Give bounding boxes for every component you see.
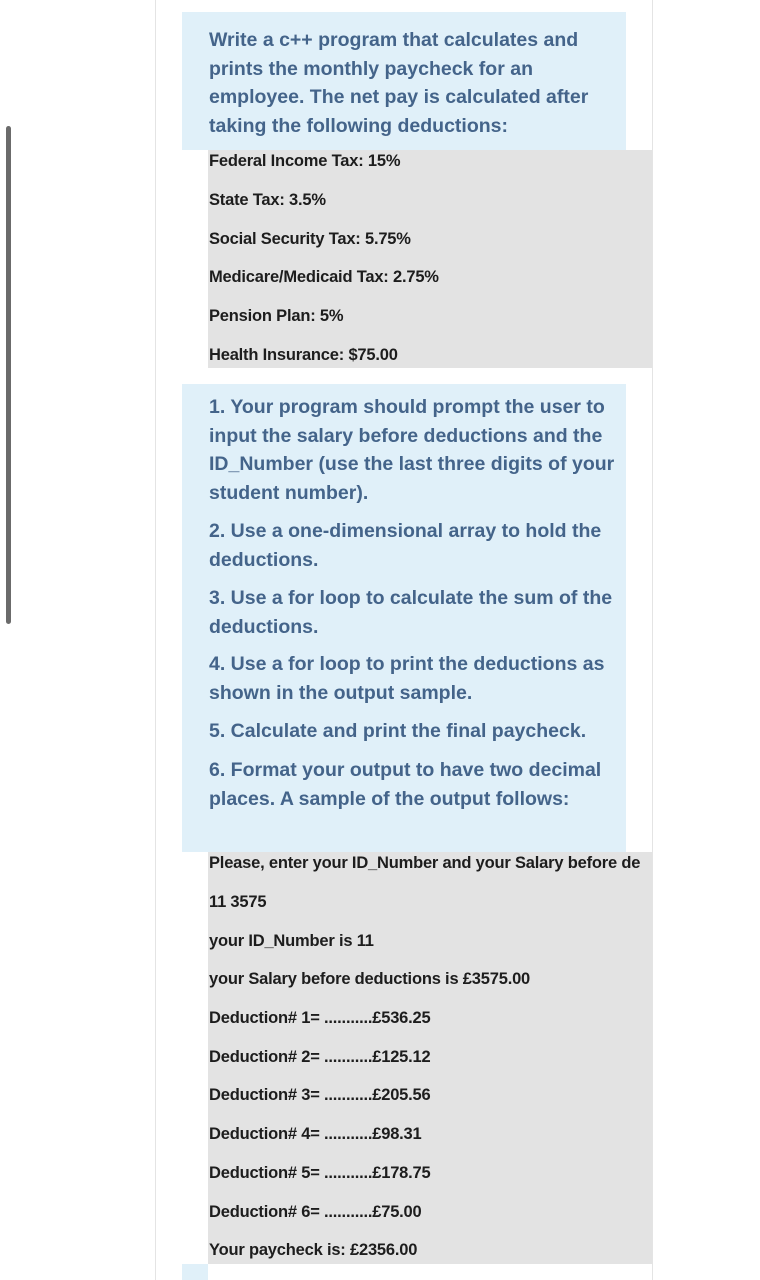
requirement-1: 1. Your program should prompt the user to input the salary before deductions and the ID_Number (use the last three digits of your student number). [209, 396, 615, 504]
sample-deduction-2: Deduction# 2= ...........£125.12 [209, 1048, 431, 1066]
requirement-2: 2. Use a one-dimensional array to hold the deductions. [209, 520, 602, 571]
sample-deduction-4: Deduction# 4= ...........£98.31 [209, 1125, 422, 1143]
sample-prompt-line: Please, enter your ID_Number and your Salary before de [209, 854, 641, 872]
sample-deduction-3: Deduction# 3= ...........£205.56 [209, 1086, 431, 1104]
requirement-6: 6. Format your output to have two decimal places. A sample of the output follows: [209, 759, 602, 810]
deduction-health-insurance: Health Insurance: $75.00 [209, 346, 398, 364]
sample-deduction-6: Deduction# 6= ...........£75.00 [209, 1203, 422, 1221]
deductions-panel [208, 150, 652, 368]
sample-paycheck-line: Your paycheck is: £2356.00 [209, 1241, 418, 1259]
sample-deduction-1: Deduction# 1= ...........£536.25 [209, 1009, 431, 1027]
deduction-medicare: Medicare/Medicaid Tax: 2.75% [209, 268, 439, 286]
sample-deduction-5: Deduction# 5= ...........£178.75 [209, 1164, 431, 1182]
deduction-pension: Pension Plan: 5% [209, 307, 344, 325]
sample-input-line: 11 3575 [209, 893, 267, 911]
intro-text: Write a c++ program that calculates and prints the monthly paycheck for an employee. The net pay is calculated after taking the following deductions: [209, 29, 589, 137]
sample-id-line: your ID_Number is 11 [209, 932, 374, 950]
requirement-5: 5. Calculate and print the final paycheck. [209, 720, 587, 742]
deduction-social-security: Social Security Tax: 5.75% [209, 230, 411, 248]
deduction-federal: Federal Income Tax: 15% [209, 152, 401, 170]
page-edge-right [652, 0, 653, 1280]
bottom-panel-fragment [182, 1264, 208, 1280]
page-edge-left [155, 0, 156, 1280]
scroll-indicator[interactable] [6, 126, 11, 624]
sample-salary-line: your Salary before deductions is £3575.00 [209, 970, 531, 988]
requirement-3: 3. Use a for loop to calculate the sum of the deductions. [209, 587, 613, 638]
deduction-state: State Tax: 3.5% [209, 191, 326, 209]
requirement-4: 4. Use a for loop to print the deductions as shown in the output sample. [209, 653, 605, 704]
